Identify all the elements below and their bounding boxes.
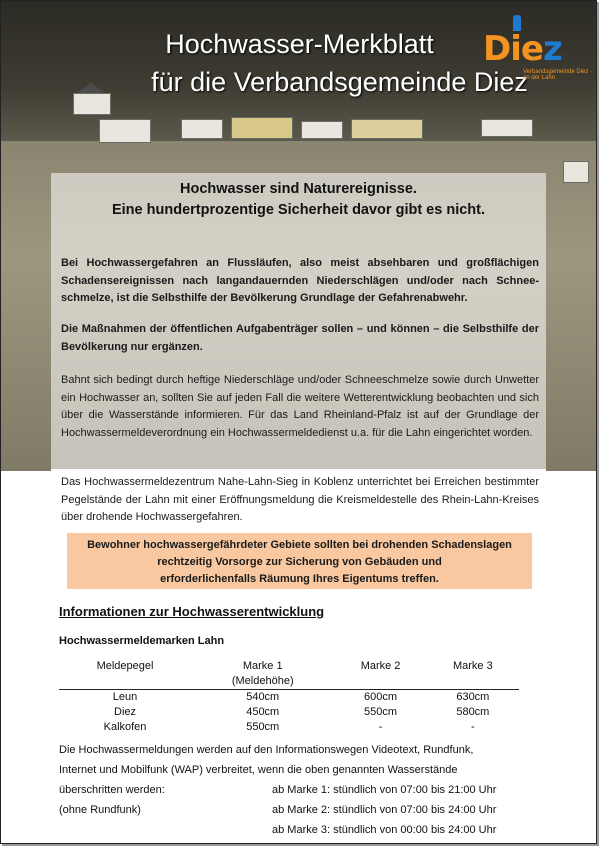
- table-row: [59, 705, 519, 720]
- cell-mark-3: 630cm: [456, 691, 490, 703]
- paragraph-public-measures: Die Maßnahmen der öffentlichen Aufgabenträger sollen – und können – die Selbsthilfe der Bevölkerung nur ergänzen.: [61, 323, 539, 353]
- cell-mark-1: 540cm: [246, 691, 280, 703]
- header-marke-1-note: (Meldehöhe): [231, 675, 294, 687]
- cell-mark-2: 550cm: [364, 706, 398, 718]
- header-marke-1: [191, 659, 334, 690]
- footer-left-1: überschritten werden:: [59, 784, 165, 796]
- paragraph-self-help: Bei Hochwassergefahren an Flussläufen, also meist absehbaren und großflächigen Schadensereignissen nach langandauernden Niederschlägen und/oder nach Schnee-schmelze, ist die Selbsthilfe der Bevölkerung Grundlage der Gefahrenabwehr.: [61, 257, 539, 304]
- logo-wordmark: [483, 29, 562, 69]
- house: [351, 119, 423, 139]
- house: [181, 119, 223, 139]
- section-title: Informationen zur Hochwasserentwicklung: [59, 604, 325, 619]
- logo-text-a: Die: [483, 29, 543, 69]
- schedule-mark-2: ab Marke 2: stündlich von 07:00 bis 24:00 Uhr: [272, 804, 497, 816]
- table-header-row: [59, 659, 519, 690]
- house: [481, 119, 533, 137]
- house: [231, 117, 293, 139]
- header-marke-3: Marke 3: [452, 660, 493, 672]
- table-row: [59, 690, 519, 706]
- cell-gauge: Diez: [114, 706, 137, 718]
- logo-text-b: z: [542, 29, 562, 69]
- cell-mark-2: -: [378, 721, 383, 733]
- headline-line-2: Eine hundertprozentige Sicherheit davor gibt es nicht.: [111, 202, 486, 218]
- paragraph-weather-watch: Bahnt sich bedingt durch heftige Niederschläge und/oder Schneeschmelze sowie durch Unwetter ein Hochwasser an, sollten Sie auf jeden Fall die weitere Wetterentwicklung beobachten und sich über die Wasserstände informieren. Für das Land Rheinland-Pfalz ist auf der Grundlage der Hochwassermeldeverordnung ein Hochwassermeldedienst u.a. für die Lahn eingerichtet worden.: [61, 374, 539, 439]
- house: [99, 119, 151, 143]
- gauge-marks-table: [59, 659, 519, 735]
- section-subtitle: Hochwassermeldemarken Lahn: [59, 635, 225, 647]
- logo-subtext: Verbandsgemeinde Diez · an der Lahn: [523, 69, 593, 81]
- headline-line-1: Hochwasser sind Naturereignisse.: [180, 181, 417, 197]
- cell-mark-1: 550cm: [246, 721, 280, 733]
- footer-line-2: Internet und Mobilfunk (WAP) verbreitet, wenn die oben genannten Wasserstände: [59, 764, 458, 776]
- cell-mark-1: 450cm: [246, 706, 280, 718]
- header-marke-1-label: Marke 1: [242, 660, 283, 672]
- footer-left-2: (ohne Rundfunk): [59, 804, 141, 816]
- header-meldepegel: Meldepegel: [96, 660, 154, 672]
- title-line-1: Hochwasser-Merkblatt: [165, 29, 434, 59]
- footer-line-1: Die Hochwassermeldungen werden auf den Informationswegen Videotext, Rundfunk,: [59, 744, 474, 756]
- diez-logo: [483, 15, 593, 83]
- paragraph-report-center: Das Hochwassermeldezentrum Nahe-Lahn-Sieg in Koblenz unterrichtet bei Erreichen bestimmter Pegelstände der Lahn mit einer Eröffnungsmeldung die Kreismeldestelle des Rhein-Lahn-Kreises über drohende Hochwassergefahren.: [61, 476, 539, 523]
- cell-gauge: Kalkofen: [103, 721, 147, 733]
- headline: [51, 179, 546, 221]
- boat: [563, 161, 589, 183]
- header-marke-2: Marke 2: [360, 660, 401, 672]
- schedule-mark-1: ab Marke 1: stündlich von 07:00 bis 21:00 Uhr: [272, 784, 497, 796]
- notice-line-1: Bewohner hochwassergefährdeter Gebiete sollten bei drohenden Schadenslagen: [87, 539, 512, 551]
- cell-mark-3: 580cm: [456, 706, 490, 718]
- notice-line-2: rechtzeitig Vorsorge zur Sicherung von Gebäuden und: [157, 556, 442, 568]
- cell-mark-2: 600cm: [364, 691, 398, 703]
- notice-line-3: erforderlichenfalls Räumung Ihres Eigentums treffen.: [160, 573, 439, 585]
- cell-mark-3: -: [471, 721, 475, 733]
- title-line-2: für die Verbandsgemeinde Diez: [151, 67, 528, 97]
- house: [301, 121, 343, 139]
- table-row: [59, 720, 519, 735]
- resident-notice: [67, 533, 532, 589]
- cell-gauge: Leun: [112, 691, 138, 703]
- schedule-mark-3: ab Marke 3: stündlich von 00:00 bis 24:00 Uhr: [272, 824, 497, 836]
